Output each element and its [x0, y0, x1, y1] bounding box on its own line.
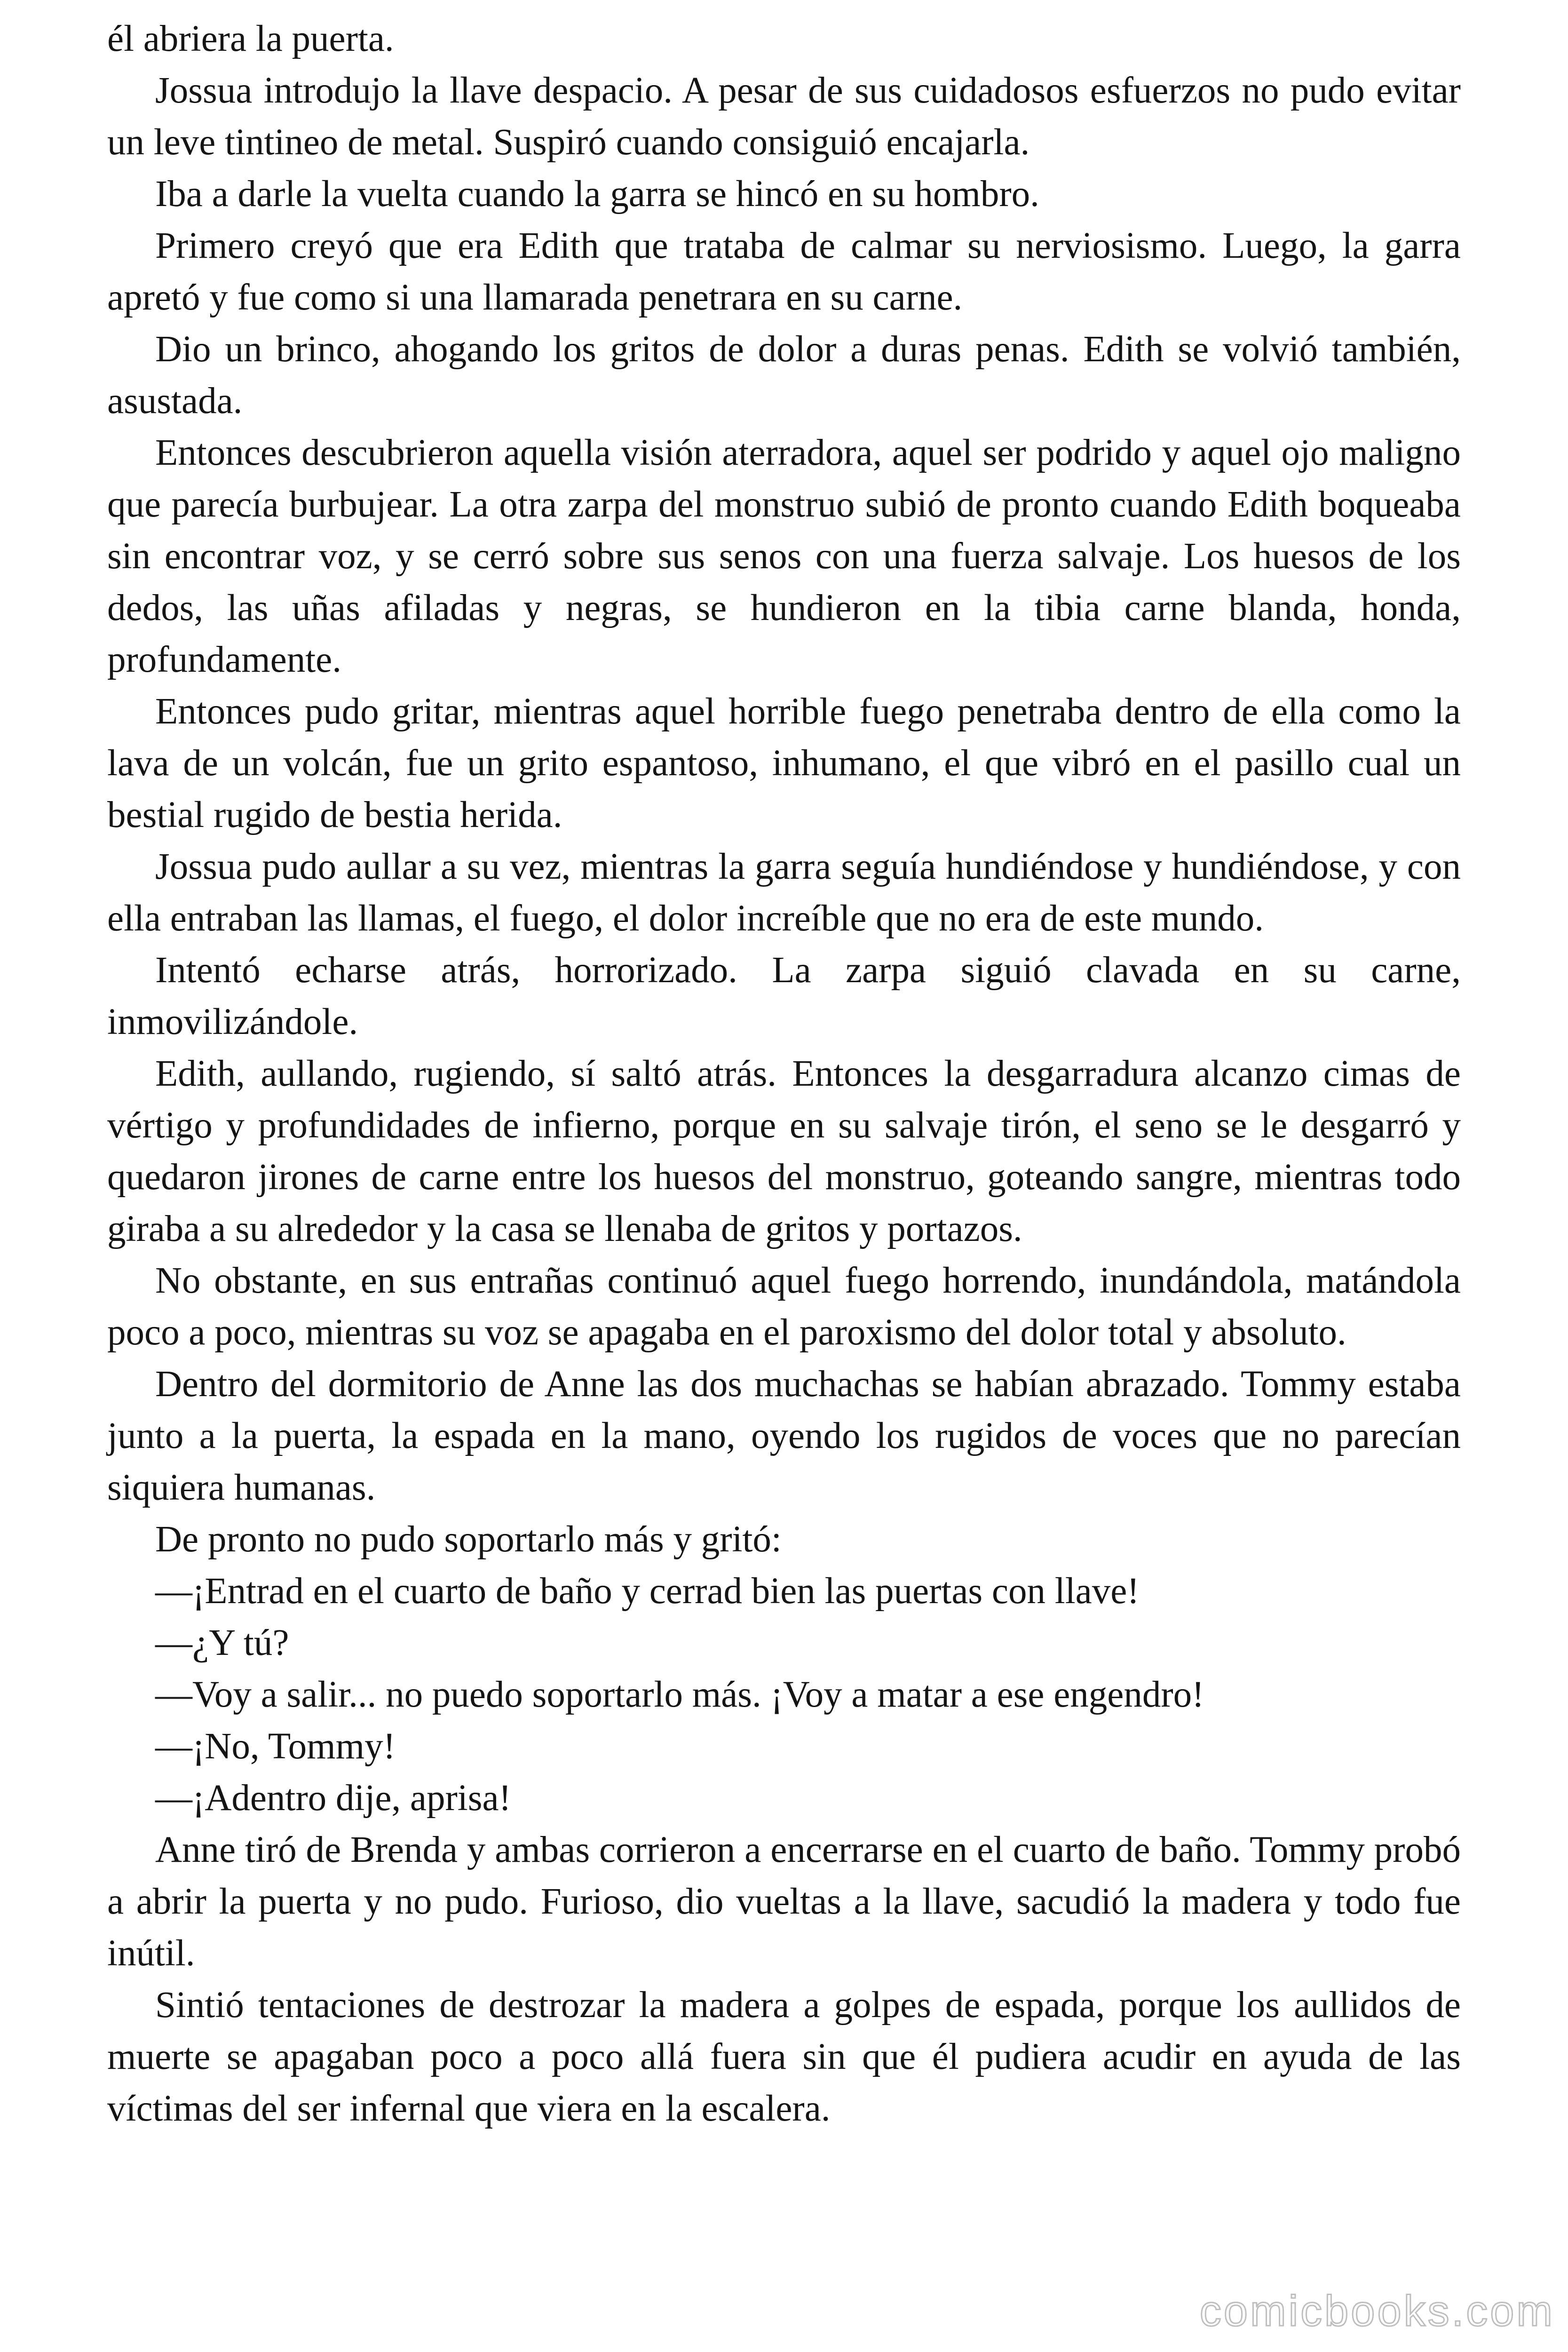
paragraph-6: Entonces descubrieron aquella visión aterradora, aquel ser podrido y aquel ojo maligno que parecía burbujear. La otra zarpa del monstruo subió de pronto cuando Edith boqueaba sin encontrar voz, y se cerró sobre sus senos con una fuerza salvaje. Los huesos de los dedos, las uñas afiladas y negras, se hundieron en la tibia carne blanda, honda, profundamente.	[107, 432, 1461, 680]
paragraph-5: Dio un brinco, ahogando los gritos de dolor a duras penas. Edith se volvió también, asustada.	[107, 329, 1461, 421]
paragraph-8: Jossua pudo aullar a su vez, mientras la garra seguía hundiéndose y hundiéndose, y con ella entraban las llamas, el fuego, el dolor increíble que no era de este mundo.	[107, 846, 1461, 939]
paragraph-3: Iba a darle la vuelta cuando la garra se hincó en su hombro.	[155, 174, 1039, 215]
paragraph-4: Primero creyó que era Edith que trataba de calmar su nerviosismo. Luego, la garra apretó y fue como si una llamarada penetrara en su carne.	[107, 225, 1461, 318]
paragraph-19: Anne tiró de Brenda y ambas corrieron a encerrarse en el cuarto de baño. Tommy probó a abrir la puerta y no pudo. Furioso, dio vueltas a la llave, sacudió la madera y todo fue inútil.	[107, 1829, 1461, 1974]
paragraph-10: Edith, aullando, rugiendo, sí saltó atrás. Entonces la desgarradura alcanzo cimas de vértigo y profundidades de infierno, porque en su salvaje tirón, el seno se le desgarró y quedaron jirones de carne entre los huesos del monstruo, goteando sangre, mientras todo giraba a su alrededor y la casa se llenaba de gritos y portazos.	[107, 1053, 1461, 1249]
paragraph-12: Dentro del dormitorio de Anne las dos muchachas se habían abrazado. Tommy estaba junto a la puerta, la espada en la mano, oyendo los rugidos de voces que no parecían siquiera humanas.	[107, 1364, 1461, 1508]
dialogue-line-5: —¡Adentro dije, aprisa!	[155, 1778, 511, 1819]
paragraph-11: No obstante, en sus entrañas continuó aquel fuego horrendo, inundándola, matándola poco a poco, mientras su voz se apagaba en el paroxismo del dolor total y absoluto.	[107, 1260, 1461, 1353]
dialogue-line-2: —¿Y tú?	[155, 1622, 289, 1663]
paragraph-2: Jossua introdujo la llave despacio. A pesar de sus cuidadosos esfuerzos no pudo evitar un leve tintineo de metal. Suspiró cuando consiguió encajarla.	[107, 70, 1461, 163]
paragraph-1: él abriera la puerta.	[107, 18, 394, 59]
dialogue-line-1: —¡Entrad en el cuarto de baño y cerrad bien las puertas con llave!	[155, 1571, 1140, 1612]
watermark-text: comicbooks.com	[1199, 2287, 1555, 2335]
paragraph-7: Entonces pudo gritar, mientras aquel horrible fuego penetraba dentro de ella como la lava de un volcán, fue un grito espantoso, inhumano, el que vibró en el pasillo cual un bestial rugido de bestia herida.	[107, 691, 1461, 835]
paragraph-9: Intentó echarse atrás, horrorizado. La zarpa siguió clavada en su carne, inmovilizándole.	[107, 950, 1461, 1042]
dialogue-line-4: —¡No, Tommy!	[155, 1726, 396, 1767]
dialogue-line-3: —Voy a salir... no puedo soportarlo más. ¡Voy a matar a ese engendro!	[155, 1674, 1204, 1715]
page-body	[107, 13, 1461, 2135]
paragraph-13: De pronto no pudo soportarlo más y gritó:	[155, 1519, 782, 1560]
paragraph-20: Sintió tentaciones de destrozar la madera a golpes de espada, porque los aullidos de muerte se apagaban poco a poco allá fuera sin que él pudiera acudir en ayuda de las víctimas del ser infernal que viera en la escalera.	[107, 1985, 1461, 2129]
